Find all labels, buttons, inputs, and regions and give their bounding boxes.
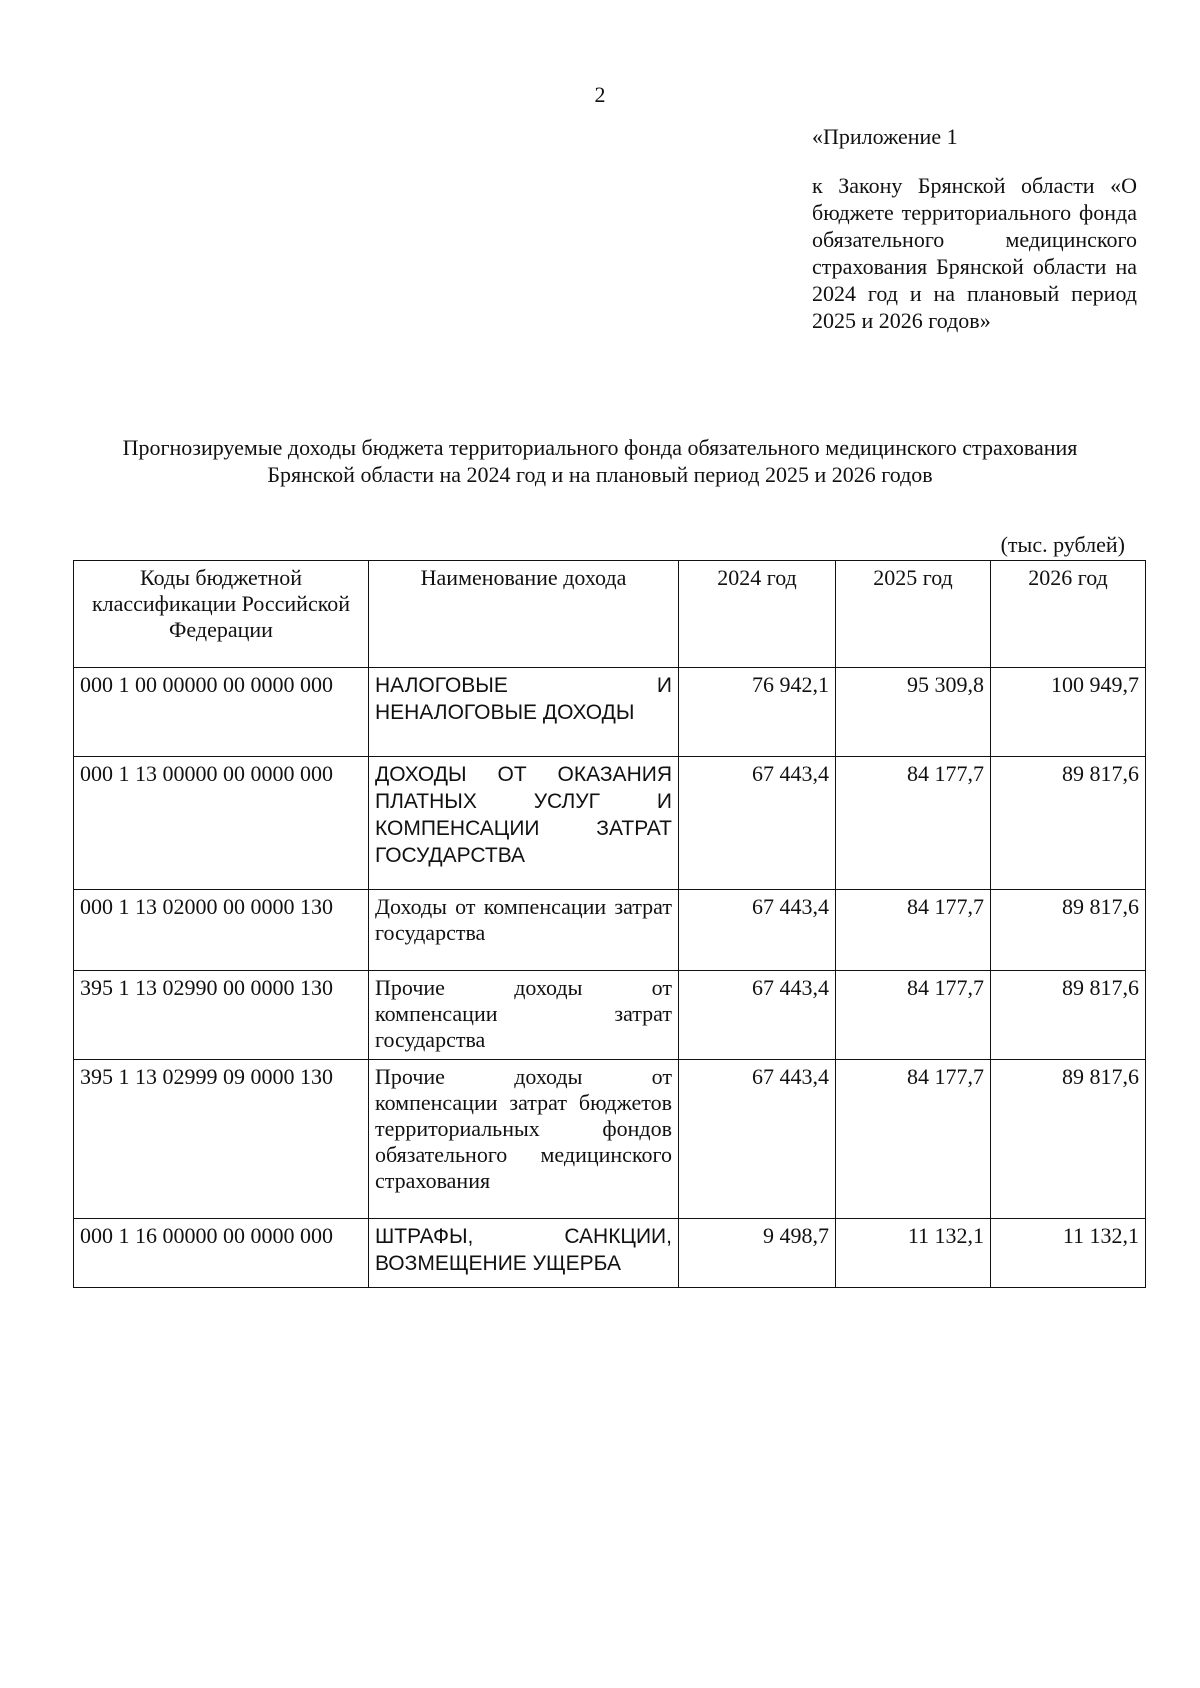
row-value-2026: 100 949,7 <box>991 668 1146 757</box>
row-name: ШТРАФЫ, САНКЦИИ, ВОЗМЕЩЕНИЕ УЩЕРБА <box>369 1219 679 1288</box>
row-code: 000 1 16 00000 00 0000 000 <box>74 1219 369 1288</box>
row-code: 000 1 00 00000 00 0000 000 <box>74 668 369 757</box>
row-value-2025: 11 132,1 <box>836 1219 991 1288</box>
row-value-2024: 67 443,4 <box>679 971 836 1060</box>
row-value-2024: 9 498,7 <box>679 1219 836 1288</box>
row-value-2025: 84 177,7 <box>836 971 991 1060</box>
header-2025: 2025 год <box>836 561 991 668</box>
row-name: Доходы от компенсации затрат государства <box>369 890 679 971</box>
row-value-2025: 84 177,7 <box>836 757 991 890</box>
header-2024: 2024 год <box>679 561 836 668</box>
units-note: (тыс. рублей) <box>1000 532 1125 557</box>
row-value-2025: 84 177,7 <box>836 1060 991 1219</box>
table-row <box>74 757 1146 890</box>
row-value-2026: 89 817,6 <box>991 1060 1146 1219</box>
appendix-title: «Приложение 1 <box>812 124 958 149</box>
row-value-2024: 67 443,4 <box>679 1060 836 1219</box>
row-value-2025: 95 309,8 <box>836 668 991 757</box>
table-row <box>74 1060 1146 1219</box>
row-code: 000 1 13 02000 00 0000 130 <box>74 890 369 971</box>
table-row <box>74 1219 1146 1288</box>
document-title-line-1: Прогнозируемые доходы бюджета территориального фонда обязательного медицинского страхования <box>122 435 1078 460</box>
page-number: 2 <box>594 82 606 107</box>
row-code: 395 1 13 02990 00 0000 130 <box>74 971 369 1060</box>
table-row <box>74 890 1146 971</box>
document-title <box>40 434 1160 488</box>
row-value-2025: 84 177,7 <box>836 890 991 971</box>
table-row <box>74 971 1146 1060</box>
row-name: Прочие доходы от компенсации затрат государства <box>369 971 679 1060</box>
header-2026: 2026 год <box>991 561 1146 668</box>
row-value-2026: 11 132,1 <box>991 1219 1146 1288</box>
row-value-2026: 89 817,6 <box>991 971 1146 1060</box>
row-value-2026: 89 817,6 <box>991 757 1146 890</box>
table-row <box>74 668 1146 757</box>
document-title-line-2: Брянской области на 2024 год и на плановый период 2025 и 2026 годов <box>267 462 933 487</box>
row-value-2024: 67 443,4 <box>679 757 836 890</box>
row-value-2024: 76 942,1 <box>679 668 836 757</box>
row-value-2026: 89 817,6 <box>991 890 1146 971</box>
income-table <box>73 560 1146 1288</box>
row-name: НАЛОГОВЫЕ И НЕНАЛОГОВЫЕ ДОХОДЫ <box>369 668 679 757</box>
row-code: 395 1 13 02999 09 0000 130 <box>74 1060 369 1219</box>
row-value-2024: 67 443,4 <box>679 890 836 971</box>
header-code: Коды бюджетной классификации Российской Федерации <box>74 561 369 668</box>
row-name: ДОХОДЫ ОТ ОКАЗАНИЯ ПЛАТНЫХ УСЛУГ И КОМПЕНСАЦИИ ЗАТРАТ ГОСУДАРСТВА <box>369 757 679 890</box>
appendix-text: к Закону Брянской области «О бюджете территориального фонда обязательного медицинского страхования Брянской области на 2024 год и на плановый период 2025 и 2026 годов» <box>812 173 1137 333</box>
row-name: Прочие доходы от компенсации затрат бюджетов территориальных фондов обязательного медицинского страхования <box>369 1060 679 1219</box>
table-header-row <box>74 561 1146 668</box>
row-code: 000 1 13 00000 00 0000 000 <box>74 757 369 890</box>
header-name: Наименование дохода <box>369 561 679 668</box>
